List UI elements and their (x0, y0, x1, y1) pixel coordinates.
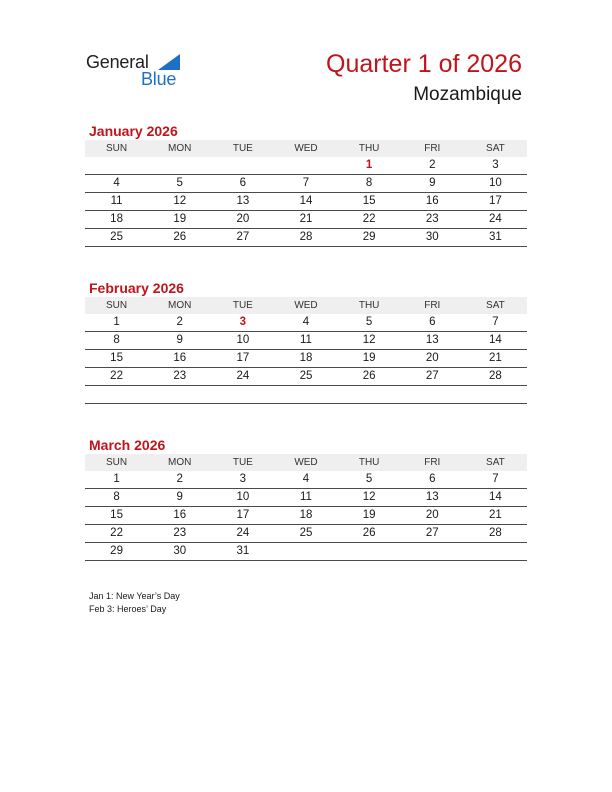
day-cell: 24 (236, 370, 250, 382)
day-cell: 19 (362, 509, 376, 521)
day-cell: 13 (236, 195, 250, 207)
month-february (85, 279, 527, 404)
day-cell: 21 (299, 213, 313, 225)
day-cell: 27 (236, 231, 250, 243)
empty-day-cell (464, 543, 527, 560)
day-cell: 30 (173, 545, 187, 557)
day-cell: 22 (362, 213, 376, 225)
day-cell: 4 (113, 177, 120, 189)
day-cell: 10 (236, 334, 250, 346)
day-cell: 17 (236, 509, 250, 521)
empty-day-cell (464, 386, 527, 403)
day-cell: 15 (110, 352, 123, 364)
day-cell: 22 (110, 527, 123, 539)
weekday-label: WED (294, 143, 318, 154)
week-row (85, 386, 527, 404)
day-cell: 10 (489, 177, 502, 189)
day-cell: 9 (176, 334, 183, 346)
week-row (85, 507, 527, 525)
day-cell: 14 (489, 334, 502, 346)
week-row (85, 489, 527, 507)
weekday-label: FRI (424, 300, 441, 311)
weekday-label: MON (168, 143, 192, 154)
day-cell: 12 (173, 195, 187, 207)
week-row (85, 175, 527, 193)
day-cell: 10 (236, 491, 250, 503)
day-cell: 19 (362, 352, 376, 364)
week-rows (85, 471, 527, 561)
day-cell: 17 (236, 352, 250, 364)
empty-day-cell (85, 386, 148, 403)
day-cell: 5 (176, 177, 183, 189)
country-name: Mozambique (413, 84, 522, 105)
weekday-label: SUN (106, 143, 128, 154)
day-cell: 29 (110, 545, 123, 557)
logo-word-general: General (86, 52, 149, 72)
day-cell: 6 (429, 316, 436, 328)
day-cell: 18 (299, 352, 313, 364)
day-cell: 2 (176, 316, 183, 328)
day-cell: 1 (365, 159, 373, 171)
day-cell: 15 (362, 195, 376, 207)
day-cell: 26 (173, 231, 187, 243)
logo-word-blue: Blue (141, 69, 177, 89)
day-cell: 15 (110, 509, 123, 521)
empty-day-cell (274, 386, 337, 403)
day-cell: 14 (299, 195, 313, 207)
day-cell: 4 (302, 316, 310, 328)
day-cell: 17 (489, 195, 502, 207)
week-row (85, 211, 527, 229)
weekday-label: TUE (232, 300, 253, 311)
holiday-note: Feb 3: Heroes’ Day (89, 604, 167, 614)
week-row (85, 314, 527, 332)
day-cell: 21 (489, 509, 502, 521)
empty-day-cell (274, 543, 337, 560)
day-cell: 25 (299, 370, 313, 382)
weekday-label: MON (168, 457, 192, 468)
day-cell: 23 (425, 213, 439, 225)
weekday-label: FRI (424, 143, 441, 154)
day-cell: 28 (489, 527, 502, 539)
week-row (85, 543, 527, 561)
weekday-label: THU (358, 457, 380, 468)
weekday-label: SUN (106, 300, 128, 311)
day-cell: 31 (236, 545, 250, 557)
weekday-header (85, 297, 527, 314)
day-cell: 3 (239, 473, 247, 485)
day-cell: 18 (110, 213, 123, 225)
brand-logo (86, 50, 186, 92)
day-cell: 25 (110, 231, 123, 243)
day-cell: 16 (173, 352, 187, 364)
day-cell: 11 (110, 195, 123, 207)
empty-day-cell (148, 386, 211, 403)
week-row (85, 350, 527, 368)
weekday-label: TUE (232, 457, 253, 468)
weekday-label: FRI (424, 457, 441, 468)
day-cell: 26 (362, 370, 376, 382)
empty-day-cell (211, 386, 274, 403)
logo-triangle-icon (158, 54, 180, 70)
weekday-label: TUE (232, 143, 253, 154)
day-cell: 6 (239, 177, 247, 189)
day-cell: 31 (489, 231, 502, 243)
day-cell: 22 (110, 370, 123, 382)
weekday-label: MON (168, 300, 192, 311)
week-row (85, 157, 527, 175)
day-cell: 23 (173, 370, 187, 382)
month-title: January 2026 (89, 123, 178, 139)
empty-day-cell (338, 386, 401, 403)
day-cell: 11 (300, 491, 312, 503)
day-cell: 2 (429, 159, 436, 171)
day-cell: 19 (173, 213, 187, 225)
day-cell: 13 (425, 334, 439, 346)
month-january (85, 122, 527, 247)
weekday-label: THU (358, 300, 380, 311)
week-rows (85, 157, 527, 247)
day-cell: 25 (299, 527, 313, 539)
day-cell: 16 (425, 195, 439, 207)
day-cell: 3 (492, 159, 499, 171)
day-cell: 26 (362, 527, 376, 539)
day-cell: 1 (113, 473, 120, 485)
day-cell: 24 (236, 527, 250, 539)
empty-day-cell (401, 543, 464, 560)
day-cell: 18 (299, 509, 313, 521)
weekday-label: WED (294, 300, 318, 311)
empty-day-cell (211, 157, 274, 174)
weekday-label: SAT (486, 457, 505, 468)
day-cell: 11 (300, 334, 312, 346)
weekday-label: THU (358, 143, 380, 154)
day-cell: 2 (176, 473, 183, 485)
month-title: February 2026 (89, 280, 184, 296)
week-rows (85, 314, 527, 404)
day-cell: 7 (302, 177, 310, 189)
day-cell: 16 (173, 509, 187, 521)
month-march (85, 436, 527, 561)
day-cell: 4 (302, 473, 310, 485)
day-cell: 8 (365, 177, 373, 189)
week-row (85, 332, 527, 350)
holiday-note: Jan 1: New Year’s Day (89, 591, 180, 601)
day-cell: 13 (425, 491, 439, 503)
day-cell: 12 (362, 334, 376, 346)
day-cell: 30 (425, 231, 439, 243)
weekday-label: SAT (486, 143, 505, 154)
empty-day-cell (85, 157, 148, 174)
day-cell: 7 (492, 473, 499, 485)
day-cell: 3 (239, 316, 247, 328)
page-title: Quarter 1 of 2026 (326, 50, 522, 78)
day-cell: 27 (425, 527, 439, 539)
day-cell: 21 (489, 352, 502, 364)
day-cell: 20 (425, 352, 439, 364)
day-cell: 27 (425, 370, 439, 382)
week-row (85, 368, 527, 386)
week-row (85, 525, 527, 543)
weekday-header (85, 140, 527, 157)
day-cell: 23 (173, 527, 187, 539)
day-cell: 8 (113, 334, 120, 346)
day-cell: 6 (429, 473, 436, 485)
day-cell: 28 (299, 231, 313, 243)
day-cell: 5 (365, 473, 373, 485)
day-cell: 24 (489, 213, 502, 225)
day-cell: 12 (362, 491, 376, 503)
month-title: March 2026 (89, 437, 166, 453)
week-row (85, 229, 527, 247)
day-cell: 9 (176, 491, 183, 503)
weekday-label: SUN (106, 457, 128, 468)
day-cell: 14 (489, 491, 502, 503)
day-cell: 28 (489, 370, 502, 382)
day-cell: 9 (429, 177, 436, 189)
holiday-notes (89, 590, 180, 616)
empty-day-cell (338, 543, 401, 560)
weekday-label: WED (294, 457, 318, 468)
day-cell: 20 (425, 509, 439, 521)
day-cell: 7 (492, 316, 499, 328)
day-cell: 29 (362, 231, 376, 243)
day-cell: 1 (113, 316, 120, 328)
weekday-label: SAT (486, 300, 505, 311)
empty-day-cell (274, 157, 337, 174)
empty-day-cell (148, 157, 211, 174)
week-row (85, 193, 527, 211)
day-cell: 8 (113, 491, 120, 503)
day-cell: 5 (365, 316, 373, 328)
weekday-header (85, 454, 527, 471)
empty-day-cell (401, 386, 464, 403)
week-row (85, 471, 527, 489)
day-cell: 20 (236, 213, 250, 225)
